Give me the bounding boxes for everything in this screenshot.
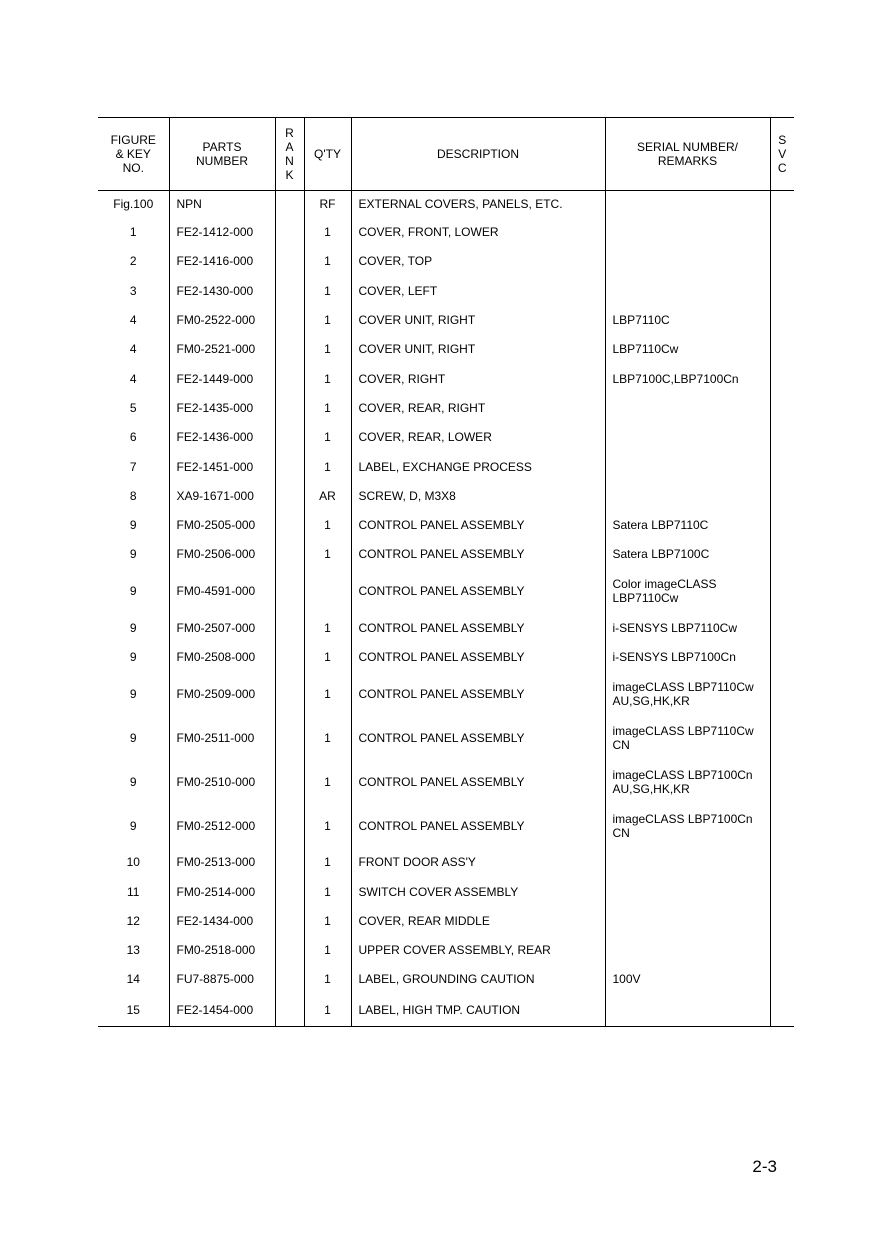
part-number-cell: FM0-4591-000 [169, 569, 275, 613]
table-row [98, 848, 794, 877]
description-cell: CONTROL PANEL ASSEMBLY [351, 672, 605, 716]
svc-cell [770, 965, 794, 994]
table-row [98, 804, 794, 848]
description-cell: COVER UNIT, RIGHT [351, 305, 605, 334]
table-row [98, 613, 794, 642]
table-row [98, 965, 794, 994]
figure-key-cell: 12 [126, 913, 140, 928]
svc-cell [770, 191, 794, 218]
serial-remarks-cell [605, 276, 770, 305]
table-row [98, 510, 794, 539]
description-cell: COVER, TOP [351, 247, 605, 276]
description-cell: CONTROL PANEL ASSEMBLY [351, 569, 605, 613]
qty-cell: 1 [304, 613, 351, 642]
table-header-row [98, 118, 794, 191]
table-row [98, 936, 794, 965]
qty-cell: 1 [304, 994, 351, 1026]
qty-cell: 1 [304, 305, 351, 334]
rank-cell [275, 877, 304, 906]
figure-key-cell: 6 [129, 430, 137, 445]
description-cell: COVER, REAR MIDDLE [351, 906, 605, 935]
part-number-cell: FE2-1449-000 [169, 364, 275, 393]
rank-cell [275, 510, 304, 539]
serial-remarks-cell [605, 393, 770, 422]
serial-remarks-cell [605, 218, 770, 247]
qty-cell: 1 [304, 642, 351, 671]
svc-cell [770, 936, 794, 965]
description-cell: COVER, REAR, RIGHT [351, 393, 605, 422]
svc-cell [770, 613, 794, 642]
description-cell: LABEL, HIGH TMP. CAUTION [351, 994, 605, 1026]
rank-cell [275, 191, 304, 218]
table-row [98, 218, 794, 247]
table-row [98, 393, 794, 422]
rank-cell [275, 804, 304, 848]
description-cell: FRONT DOOR ASS'Y [351, 848, 605, 877]
qty-cell: 1 [304, 965, 351, 994]
serial-remarks-cell [605, 481, 770, 510]
rank-cell [275, 716, 304, 760]
qty-cell: 1 [304, 760, 351, 804]
description-cell: COVER, LEFT [351, 276, 605, 305]
serial-remarks-cell [605, 423, 770, 452]
figure-key-cell: 10 [126, 855, 140, 870]
qty-cell: 1 [304, 510, 351, 539]
table-row [98, 716, 794, 760]
rank-cell [275, 848, 304, 877]
rank-cell [275, 936, 304, 965]
rank-cell [275, 642, 304, 671]
svc-cell [770, 423, 794, 452]
qty-cell: 1 [304, 672, 351, 716]
qty-cell: 1 [304, 877, 351, 906]
header-qty: Q'TY [304, 118, 351, 191]
svc-cell [770, 393, 794, 422]
figure-key-cell: 4 [129, 313, 137, 328]
figure-key-cell: 9 [129, 818, 137, 833]
table-row [98, 569, 794, 613]
figure-key-cell: 9 [129, 518, 137, 533]
serial-remarks-cell [605, 906, 770, 935]
figure-key-cell: 11 [127, 884, 140, 899]
figure-key-cell: 15 [98, 994, 169, 1026]
figure-key-cell: 9 [129, 686, 137, 701]
table-row [98, 452, 794, 481]
serial-remarks-cell: LBP7100C,LBP7100Cn [605, 364, 770, 393]
description-cell: UPPER COVER ASSEMBLY, REAR [351, 936, 605, 965]
figure-key-cell: 9 [129, 584, 137, 599]
rank-cell [275, 481, 304, 510]
rank-cell [275, 452, 304, 481]
serial-remarks-cell: imageCLASS LBP7100Cn AU,SG,HK,KR [605, 760, 770, 804]
svc-cell [770, 848, 794, 877]
parts-list-table [98, 117, 794, 1027]
description-cell: LABEL, EXCHANGE PROCESS [351, 452, 605, 481]
table-row [98, 906, 794, 935]
qty-cell: 1 [304, 804, 351, 848]
part-number-cell: FM0-2514-000 [169, 877, 275, 906]
svc-cell [770, 510, 794, 539]
table-body [98, 191, 794, 1027]
part-number-cell: FM0-2518-000 [169, 936, 275, 965]
serial-remarks-cell: i-SENSYS LBP7100Cn [605, 642, 770, 671]
figure-key-cell: 9 [129, 650, 137, 664]
qty-cell: 1 [304, 848, 351, 877]
table-row [98, 191, 794, 218]
qty-cell: 1 [304, 364, 351, 393]
description-cell: EXTERNAL COVERS, PANELS, ETC. [351, 191, 605, 218]
description-cell: CONTROL PANEL ASSEMBLY [351, 613, 605, 642]
serial-remarks-cell: 100V [605, 965, 770, 994]
figure-key-cell: 7 [129, 459, 137, 474]
figure-key-cell: 9 [129, 774, 137, 789]
qty-cell: 1 [304, 335, 351, 364]
svc-cell [770, 364, 794, 393]
rank-cell [275, 276, 304, 305]
qty-cell: 1 [304, 906, 351, 935]
part-number-cell: FM0-2505-000 [169, 510, 275, 539]
figure-key-cell: 9 [129, 730, 137, 745]
svc-cell [770, 760, 794, 804]
table-row [98, 247, 794, 276]
figure-key-cell: 14 [126, 972, 140, 987]
part-number-cell: FM0-2511-000 [169, 716, 275, 760]
description-cell: CONTROL PANEL ASSEMBLY [351, 804, 605, 848]
qty-cell: AR [304, 481, 351, 510]
header-rank: R A N K [275, 118, 304, 191]
part-number-cell: FM0-2521-000 [169, 335, 275, 364]
figure-key-cell: 1 [129, 225, 137, 240]
serial-remarks-cell [605, 877, 770, 906]
figure-key-cell: 2 [129, 254, 137, 269]
part-number-cell: FM0-2510-000 [169, 760, 275, 804]
part-number-cell: NPN [169, 191, 275, 218]
svc-cell [770, 672, 794, 716]
figure-key-cell: 5 [129, 400, 137, 415]
qty-cell: 1 [304, 276, 351, 305]
table-row [98, 305, 794, 334]
description-cell: CONTROL PANEL ASSEMBLY [351, 760, 605, 804]
table-row [98, 672, 794, 716]
svc-cell [770, 305, 794, 334]
description-cell: LABEL, GROUNDING CAUTION [351, 965, 605, 994]
serial-remarks-cell [605, 247, 770, 276]
header-description: DESCRIPTION [351, 118, 605, 191]
rank-cell [275, 540, 304, 569]
part-number-cell: FU7-8875-000 [169, 965, 275, 994]
qty-cell: 1 [304, 247, 351, 276]
page-number: 2-3 [752, 1157, 777, 1176]
svc-cell [770, 452, 794, 481]
figure-key-cell: 13 [126, 943, 140, 958]
table-row [98, 276, 794, 305]
serial-remarks-cell [605, 936, 770, 965]
qty-cell: 1 [304, 423, 351, 452]
table-row [98, 642, 794, 671]
rank-cell [275, 335, 304, 364]
serial-remarks-cell: Color imageCLASS LBP7110Cw [605, 569, 770, 613]
header-parts-number: PARTS NUMBER [169, 118, 275, 191]
header-svc: S V C [770, 118, 794, 191]
description-cell: CONTROL PANEL ASSEMBLY [351, 716, 605, 760]
qty-cell [304, 569, 351, 613]
svc-cell [770, 716, 794, 760]
table-row [98, 364, 794, 393]
table-row [98, 877, 794, 906]
part-number-cell: FM0-2507-000 [169, 613, 275, 642]
rank-cell [275, 760, 304, 804]
part-number-cell: FM0-2508-000 [169, 642, 275, 671]
description-cell: COVER UNIT, RIGHT [351, 335, 605, 364]
rank-cell [275, 393, 304, 422]
description-cell: COVER, FRONT, LOWER [351, 218, 605, 247]
svc-cell [770, 481, 794, 510]
figure-key-cell: 4 [129, 371, 137, 386]
svc-cell [770, 276, 794, 305]
rank-cell [275, 218, 304, 247]
part-number-cell: FE2-1412-000 [169, 218, 275, 247]
svc-cell [770, 218, 794, 247]
svc-cell [770, 247, 794, 276]
qty-cell: 1 [304, 393, 351, 422]
part-number-cell: FM0-2509-000 [169, 672, 275, 716]
serial-remarks-cell: i-SENSYS LBP7110Cw [605, 613, 770, 642]
qty-cell: 1 [304, 452, 351, 481]
svc-cell [770, 906, 794, 935]
svc-cell [770, 569, 794, 613]
serial-remarks-cell: imageCLASS LBP7110Cw AU,SG,HK,KR [605, 672, 770, 716]
svc-cell [770, 804, 794, 848]
rank-cell [275, 569, 304, 613]
rank-cell [275, 364, 304, 393]
figure-key-cell: 4 [129, 342, 137, 357]
svc-cell [770, 540, 794, 569]
description-cell: CONTROL PANEL ASSEMBLY [351, 510, 605, 539]
part-number-cell: FE2-1430-000 [169, 276, 275, 305]
serial-remarks-cell [605, 452, 770, 481]
rank-cell [275, 613, 304, 642]
header-serial-remarks: SERIAL NUMBER/ REMARKS [605, 118, 770, 191]
part-number-cell: FE2-1454-000 [169, 994, 275, 1026]
rank-cell [275, 423, 304, 452]
part-number-cell: FE2-1436-000 [169, 423, 275, 452]
figure-key-cell: Fig.100 [113, 197, 154, 212]
qty-cell: 1 [304, 936, 351, 965]
figure-key-cell: 9 [129, 620, 137, 635]
figure-key-cell: 8 [129, 488, 137, 503]
table-row [98, 335, 794, 364]
rank-cell [275, 994, 304, 1026]
svc-cell [770, 994, 794, 1026]
part-number-cell: FM0-2506-000 [169, 540, 275, 569]
serial-remarks-cell: Satera LBP7100C [605, 540, 770, 569]
table-row [98, 760, 794, 804]
table-row [98, 423, 794, 452]
rank-cell [275, 965, 304, 994]
header-figure-key-no: FIGURE & KEY NO. [98, 118, 169, 191]
serial-remarks-cell [605, 994, 770, 1026]
part-number-cell: FE2-1435-000 [169, 393, 275, 422]
table-row [98, 540, 794, 569]
serial-remarks-cell: Satera LBP7110C [605, 510, 770, 539]
table-row [98, 481, 794, 510]
description-cell: SCREW, D, M3X8 [351, 481, 605, 510]
table-row [98, 994, 794, 1026]
rank-cell [275, 906, 304, 935]
part-number-cell: FM0-2522-000 [169, 305, 275, 334]
serial-remarks-cell [605, 848, 770, 877]
serial-remarks-cell [605, 191, 770, 218]
serial-remarks-cell: LBP7110C [605, 305, 770, 334]
part-number-cell: XA9-1671-000 [169, 481, 275, 510]
serial-remarks-cell: LBP7110Cw [605, 335, 770, 364]
description-cell: SWITCH COVER ASSEMBLY [351, 877, 605, 906]
serial-remarks-cell: imageCLASS LBP7100Cn CN [605, 804, 770, 848]
qty-cell: 1 [304, 716, 351, 760]
qty-cell: 1 [304, 540, 351, 569]
part-number-cell: FM0-2513-000 [169, 848, 275, 877]
svc-cell [770, 642, 794, 671]
svc-cell [770, 335, 794, 364]
part-number-cell: FE2-1434-000 [169, 906, 275, 935]
description-cell: CONTROL PANEL ASSEMBLY [351, 540, 605, 569]
description-cell: COVER, RIGHT [351, 364, 605, 393]
part-number-cell: FE2-1451-000 [169, 452, 275, 481]
qty-cell: 1 [304, 218, 351, 247]
qty-cell: RF [304, 191, 351, 218]
rank-cell [275, 305, 304, 334]
part-number-cell: FE2-1416-000 [169, 247, 275, 276]
serial-remarks-cell: imageCLASS LBP7110Cw CN [605, 716, 770, 760]
rank-cell [275, 247, 304, 276]
figure-key-cell: 3 [129, 283, 137, 298]
part-number-cell: FM0-2512-000 [169, 804, 275, 848]
svc-cell [770, 877, 794, 906]
description-cell: CONTROL PANEL ASSEMBLY [351, 642, 605, 671]
description-cell: COVER, REAR, LOWER [351, 423, 605, 452]
figure-key-cell: 9 [129, 547, 137, 562]
rank-cell [275, 672, 304, 716]
